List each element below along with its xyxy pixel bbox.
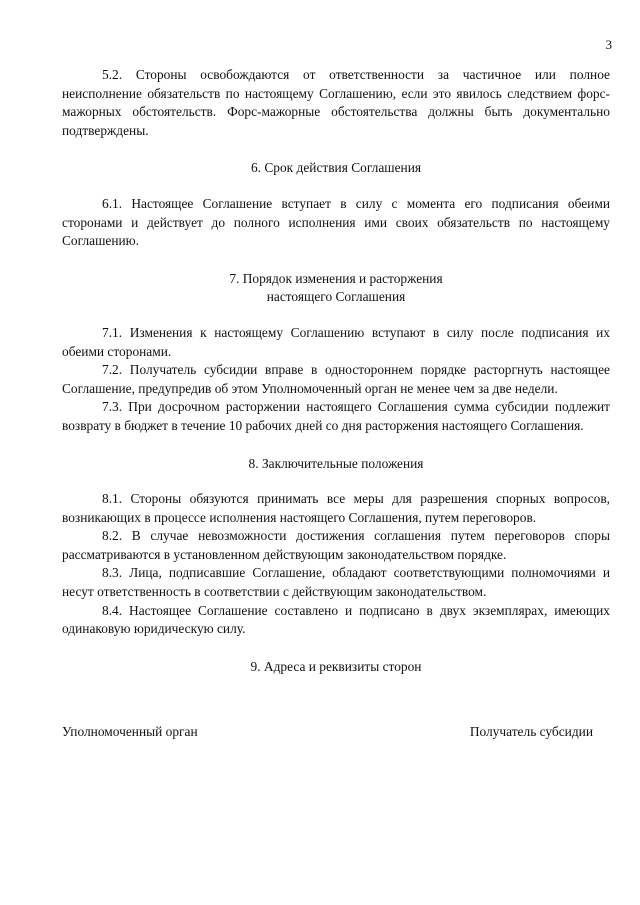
paragraph-8-2: 8.2. В случае невозможности достижения соглашения путем переговоров споры рассматриваются в установленном действующим законодательством порядке.: [62, 528, 610, 562]
spacer: [62, 307, 610, 324]
spacer: [62, 473, 610, 490]
spacer: [62, 251, 610, 270]
paragraph-8-1: 8.1. Стороны обязуются принимать все меры для разрешения спорных вопросов, возникающих в процессе исполнения настоящего Соглашения, путем переговоров.: [62, 491, 610, 525]
spacer: [62, 436, 610, 455]
page-number: 3: [605, 37, 612, 52]
heading-line: 7. Порядок изменения и расторжения: [229, 270, 443, 286]
section-heading-7: [62, 270, 610, 307]
paragraph-6-1: 6.1. Настоящее Соглашение вступает в силу с момента его подписания обеими сторонами и действует до полного исполнения ими своих обязательств по настоящему Соглашению.: [62, 195, 610, 249]
spacer: [62, 178, 610, 195]
section-heading-9: [62, 658, 610, 677]
section-heading-8: [62, 455, 610, 474]
signature-left-label: Уполномоченный орган: [62, 724, 198, 739]
heading-line: 8. Заключительные положения: [248, 455, 424, 471]
signature-block: [62, 723, 593, 741]
section-heading-6: [62, 159, 610, 178]
spacer: [62, 140, 610, 159]
spacer: [62, 639, 610, 658]
paragraph-7-1: 7.1. Изменения к настоящему Соглашению вступают в силу после подписания их обеими сторонами.: [62, 324, 610, 359]
signature-right-label: Получатель субсидии: [469, 724, 593, 739]
paragraph-5-2: 5.2. Стороны освобождаются от ответственности за частичное или полное неисполнение обязательств по настоящему Соглашению, если это явилось следствием форс-мажорных обстоятельств. Форс-мажорные обстоятельства должны быть документально подтверждены.: [62, 67, 610, 138]
heading-line: 9. Адреса и реквизиты сторон: [250, 658, 422, 674]
heading-line: настоящего Соглашения: [266, 289, 406, 305]
paragraph-8-3: 8.3. Лица, подписавшие Соглашение, обладают соответствующими полномочиями и несут ответственность в соответствии с действующим законодательством.: [62, 565, 610, 600]
paragraph-7-2: 7.2. Получатель субсидии вправе в одностороннем порядке расторгнуть настоящее Соглашение, предупредив об этом Уполномоченный орган не менее чем за две недели.: [62, 362, 610, 396]
document-body: [62, 66, 610, 676]
paragraph-7-3: 7.3. При досрочном расторжении настоящего Соглашения сумма субсидии подлежит возврату в бюджет в течение 10 рабочих дней со дня расторжения настоящего Соглашения.: [62, 399, 610, 433]
paragraph-8-4: 8.4. Настоящее Соглашение составлено и подписано в двух экземплярах, имеющих одинаковую юридическую силу.: [62, 602, 610, 637]
heading-line: 6. Срок действия Соглашения: [250, 160, 422, 176]
